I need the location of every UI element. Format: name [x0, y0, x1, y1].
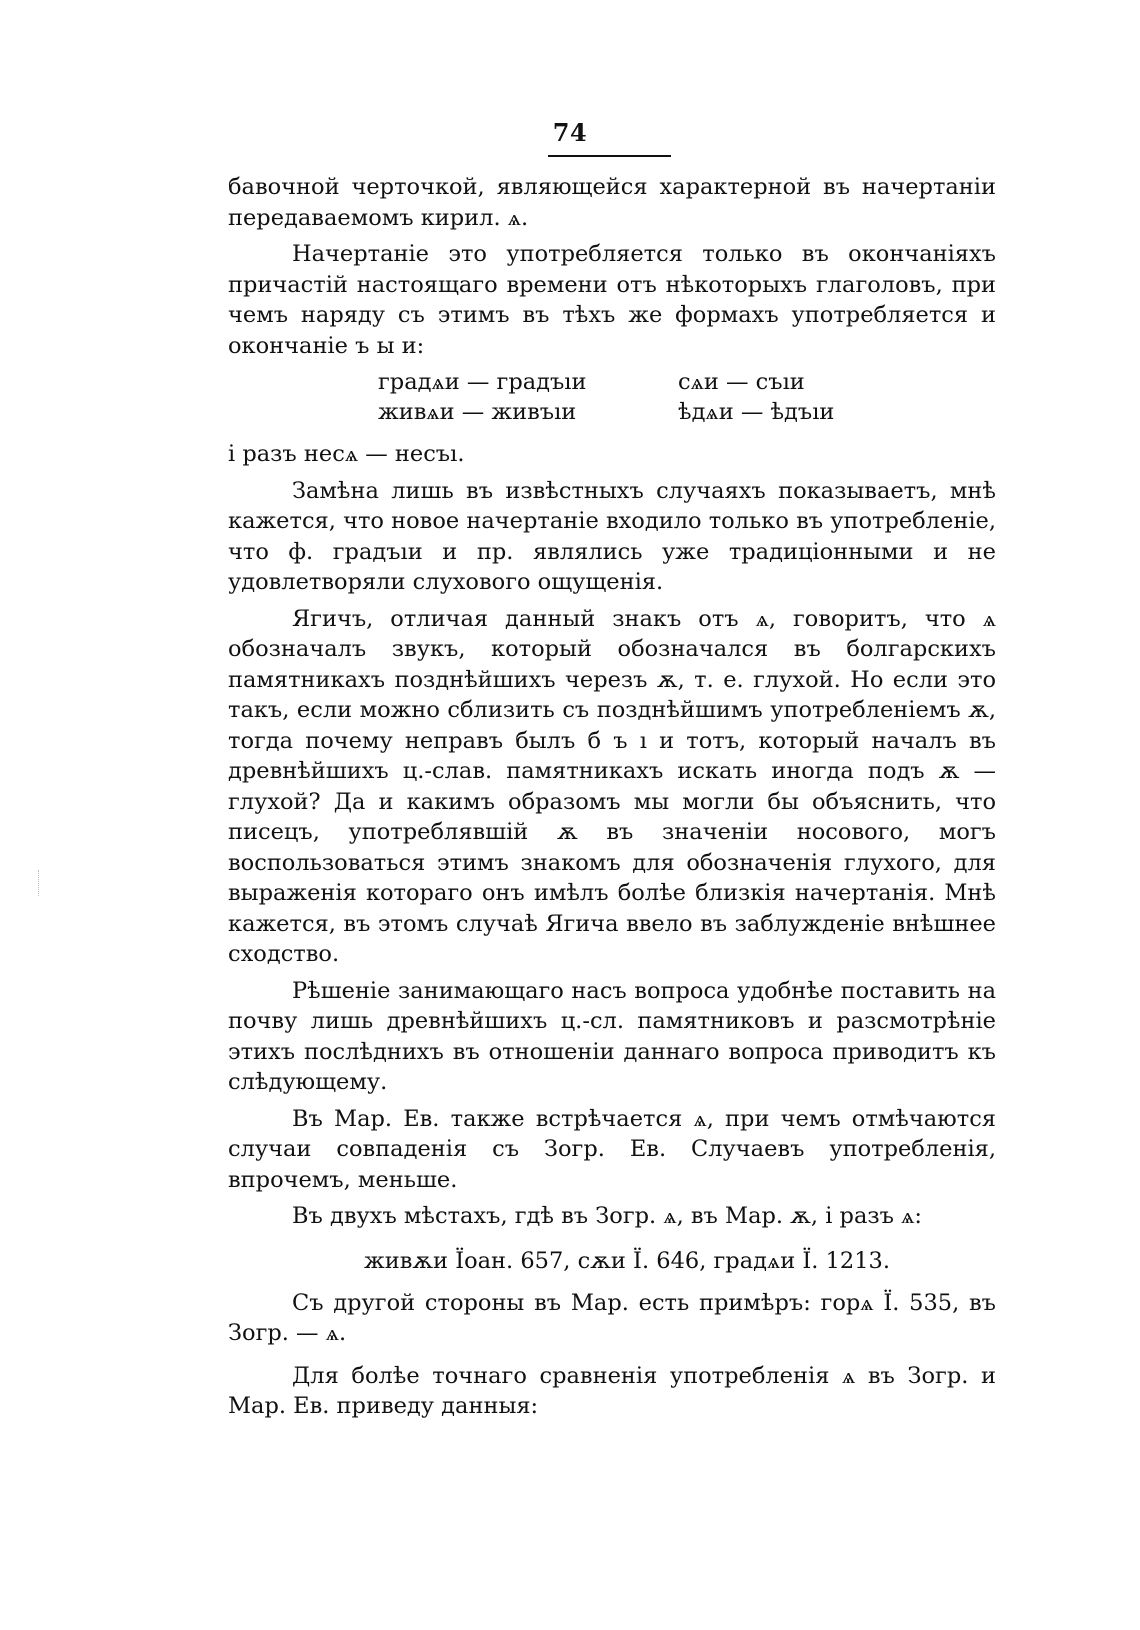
example-left: градѧи — градъıи — [378, 369, 587, 395]
paragraph: Съ другой стороны въ Мар. есть примѣръ: горѧ Ї. 535, въ Зогр. — ѧ. — [228, 1289, 996, 1346]
citation-line: живѫи Їоан. 657, сѫи Ї. 646, градѧи Ї. 1213. — [364, 1247, 890, 1274]
page-number-rule — [548, 155, 671, 157]
example-right: сѧи — съıи — [678, 369, 805, 395]
example-row — [228, 367, 996, 397]
paragraph: Замѣна лишь въ извѣстныхъ случаяхъ показываетъ, мнѣ кажется, что новое начертанiе входило только въ употребленiе, что ф. градъıи и пр. являлись уже традицiонными и не удовлетворяли слухового ощущенiя. — [228, 477, 996, 595]
paragraph: i разъ несѧ — несъı. — [228, 441, 465, 467]
paragraph: Для болѣе точнаго сравненiя употребленiя ѧ въ Зогр. и Мар. Ев. приведу данныя: — [228, 1362, 996, 1419]
paragraph: Въ двухъ мѣстахъ, гдѣ въ Зогр. ѧ, въ Мар. ѫ, i разъ ѧ: — [292, 1203, 922, 1229]
example-row — [228, 397, 996, 427]
paragraph: Рѣшенiе занимающаго насъ вопроса удобнѣе поставить на почву лишь древнѣйшихъ ц.-сл. памятниковъ и разсмотрѣнiе этихъ послѣднихъ въ отношенiи даннаго вопроса приводитъ къ слѣдующему. — [228, 977, 996, 1095]
body-text — [228, 172, 996, 1422]
page-number: 74 — [552, 118, 588, 147]
example-right: ѣдѧи — ѣдъıи — [678, 399, 835, 425]
example-left: живѧи — живъıи — [378, 399, 577, 425]
paragraph: бавочной черточкой, являющейся характерной въ начертанiи передаваемомъ кирил. ѧ. — [228, 174, 996, 231]
paragraph: Ягичъ, отличая данный знакъ отъ ѧ, говоритъ, что ѧ обозначалъ звукъ, который обозначался въ болгарскихъ памятникахъ позднѣйшихъ черезъ ѫ, т. е. глухой. Но если это такъ, если можно сблизить съ позднѣйшимъ употребленiемъ ѫ, тогда почему неправъ былъ б ъ ı и тотъ, который началъ въ древнѣйшихъ ц.-слав. памятникахъ искать иногда подъ ѫ — глухой? Да и какимъ образомъ мы могли бы объяснить, что писецъ, употреблявшiй ѫ въ значенiи носового, могъ воспользоваться этимъ знакомъ для обозначенiя глухого, для выраженiя котораго онъ имѣлъ болѣе близкiя начертанiя. Мнѣ кажется, въ этомъ случаѣ Ягича ввело въ заблужденiе внѣшнее сходство. — [228, 605, 996, 967]
scan-margin-mark — [38, 870, 41, 896]
paragraph: Начертанiе это употребляется только въ окончанiяхъ причастiй настоящаго времени отъ нѣкоторыхъ глаголовъ, при чемъ наряду съ этимъ въ тѣхъ же формахъ употребляется и окончанiе ъ ы и: — [228, 241, 996, 359]
paragraph: Въ Мар. Ев. также встрѣчается ѧ, при чемъ отмѣчаются случаи совпаденiя съ Зогр. Ев. Случаевъ употребленiя, впрочемъ, меньше. — [228, 1105, 996, 1193]
example-table — [228, 367, 996, 427]
